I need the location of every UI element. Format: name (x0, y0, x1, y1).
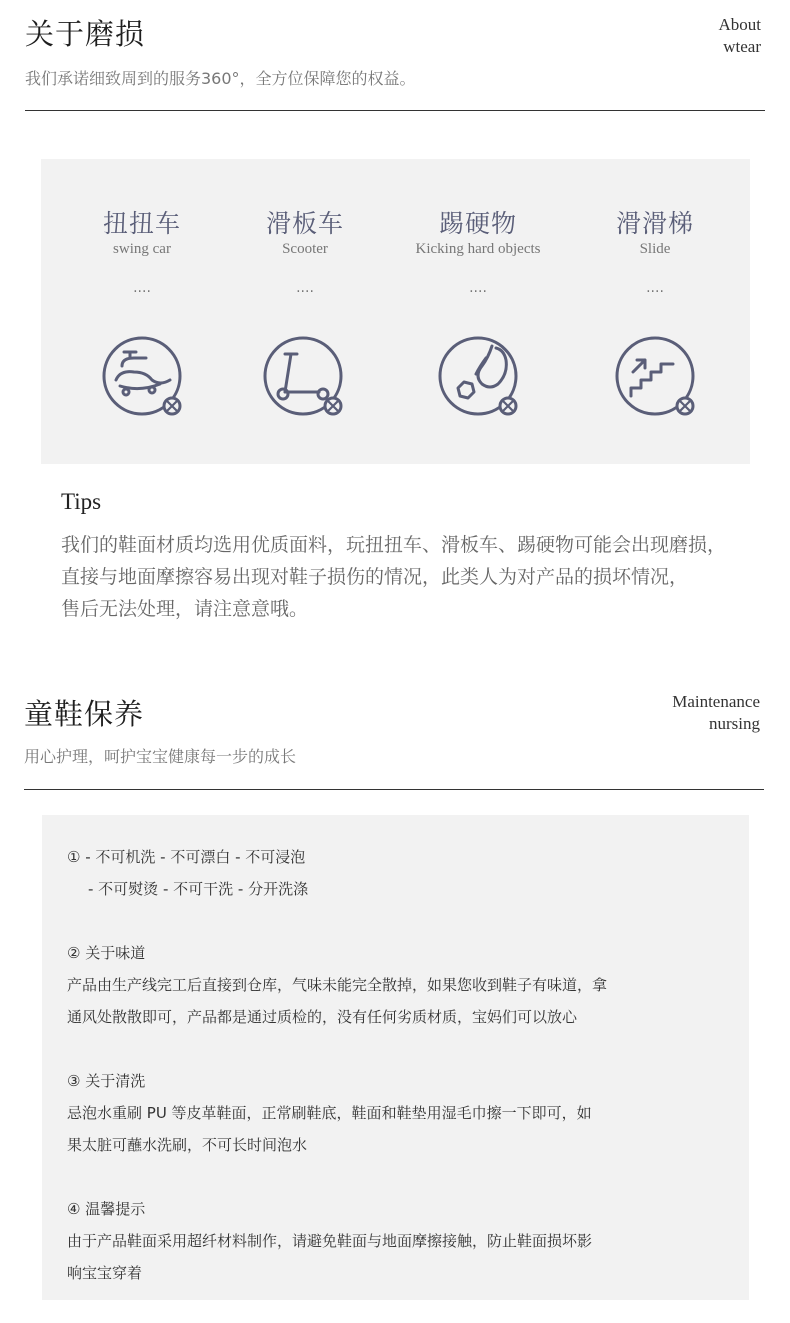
category-dots: .... (133, 280, 151, 296)
tips-line: 售后无法处理，请注意意哦。 (61, 598, 309, 620)
tips-line: 我们的鞋面材质均选用优质面料，玩扭扭车、滑板车、踢硬物可能会出现磨损， (61, 534, 727, 556)
tips-title: Tips (61, 489, 102, 514)
wear-section-subtitle: 我们承诺细致周到的服务360°，全方位保障您的权益。 (25, 69, 416, 88)
care-rule-line: - 不可熨烫 - 不可干洗 - 分开洗涤 (88, 880, 309, 898)
care-text-line: 通风处散散即可，产品都是通过质检的，没有任何劣质材质，宝妈们可以放心 (67, 1008, 578, 1026)
care-text-line: 由于产品鞋面采用超纤材料制作，请避免鞋面与地面摩擦接触，防止鞋面损坏影 (67, 1232, 593, 1250)
category-swing-car (57, 209, 227, 295)
care-rule-line: ① - 不可机洗 - 不可漂白 - 不可浸泡 (67, 848, 306, 866)
category-cn-label: 踢硬物 (438, 209, 517, 238)
scooter-icon (261, 336, 351, 420)
care-section-title: 童鞋保养 (24, 697, 145, 731)
wear-en-line-2: wtear (723, 37, 761, 56)
care-heading-smell: ② 关于味道 (67, 944, 146, 962)
category-en-label: Scooter (282, 241, 328, 257)
category-slide (570, 209, 740, 295)
care-section-en-title (672, 691, 760, 735)
category-cn-label: 滑板车 (265, 209, 344, 238)
tips-line: 直接与地面摩擦容易出现对鞋子损伤的情况，此类人为对产品的损坏情况， (61, 566, 689, 588)
care-text-line: 果太脏可蘸水洗刷，不可长时间泡水 (67, 1136, 308, 1154)
category-en-label: swing car (113, 241, 171, 257)
swing-car-icon (100, 336, 190, 420)
wear-section-en-title (719, 14, 762, 58)
care-en-line-2: nursing (709, 714, 760, 733)
care-heading-cleaning: ③ 关于清洗 (67, 1072, 146, 1090)
kicking-icon (436, 336, 526, 420)
wear-en-line-1: About (718, 15, 761, 34)
slide-icon (613, 336, 703, 420)
category-dots: .... (296, 280, 314, 296)
category-cn-label: 滑滑梯 (615, 209, 694, 238)
category-en-label: Kicking hard objects (415, 241, 541, 257)
wear-divider (25, 110, 765, 111)
care-heading-tips: ④ 温馨提示 (67, 1200, 146, 1218)
category-dots: .... (469, 280, 487, 296)
category-scooter (220, 209, 390, 295)
wear-section-title: 关于磨损 (25, 17, 146, 51)
care-section-subtitle: 用心护理，呵护宝宝健康每一步的成长 (24, 747, 297, 766)
category-en-label: Slide (639, 241, 671, 257)
category-kicking-hard-objects (393, 209, 563, 295)
care-text-line: 响宝宝穿着 (67, 1264, 143, 1282)
category-cn-label: 扭扭车 (102, 209, 181, 238)
care-text-line: 产品由生产线完工后直接到仓库，气味未能完全散掉，如果您收到鞋子有味道，拿 (67, 976, 608, 994)
care-text-line: 忌泡水重刷 PU 等皮革鞋面，正常刷鞋底，鞋面和鞋垫用湿毛巾擦一下即可，如 (67, 1104, 592, 1122)
care-divider (24, 789, 764, 790)
care-en-line-1: Maintenance (672, 692, 760, 711)
category-dots: .... (646, 280, 664, 296)
